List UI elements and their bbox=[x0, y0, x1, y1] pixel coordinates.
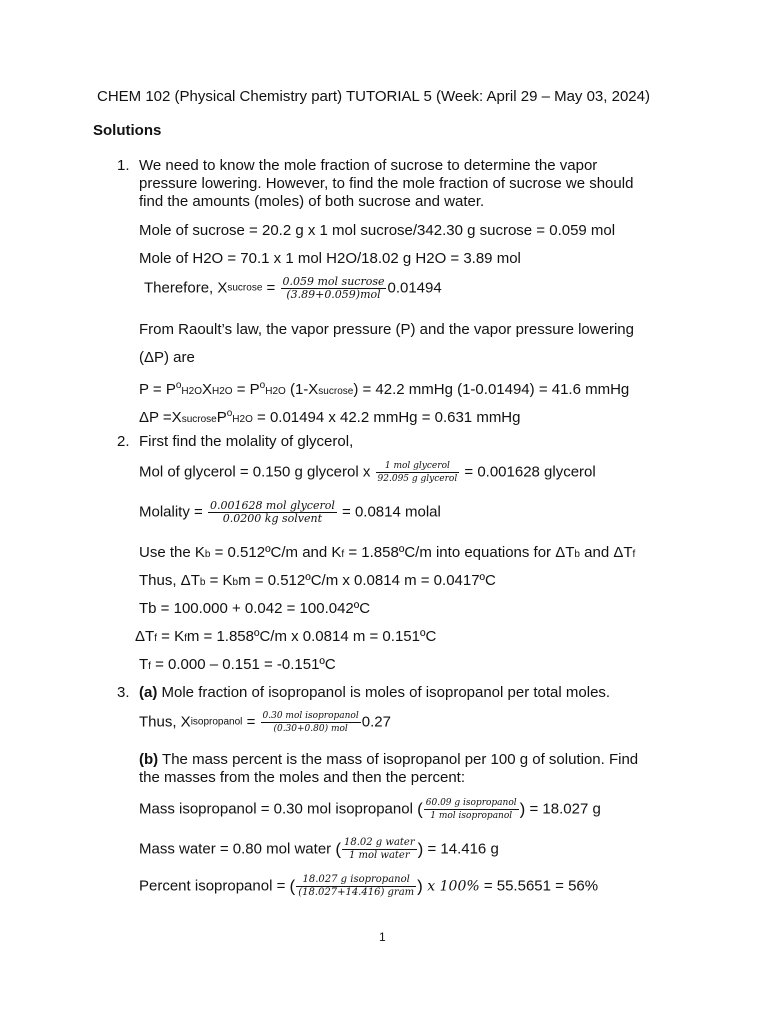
q1-intro-line2: pressure lowering. However, to find the mole fraction of sucrose we should bbox=[139, 175, 634, 192]
q3-fraction: $\frac{\text{0.30 mol isopropanol}}{\text{(0.30+0.80) mol}}$ bbox=[262, 711, 359, 734]
q1-pressure-equation: $P = P^oH2OXH2O = P^oH2O$ (1-Xsucrose) = 42.2 mmHg (1-0.01494) = 41.6 mmHg bbox=[139, 380, 630, 398]
q2-constants-line: Use the Kb = 0.512ºC/m and Kf = 1.858ºC/m into equations for ΔTb and ΔTf bbox=[139, 544, 636, 561]
q1-fraction: $\frac{\text{0.059 mol sucrose}}{\text{(3.89+0.059)mol}}$ bbox=[282, 275, 385, 301]
q2-delta-tf: ΔTf = Kfm = 1.858ºC/m x 0.0814 m = 0.151ºC bbox=[135, 628, 437, 645]
q2-molality-fraction: $\frac{\text{0.001628 mol glycerol}}{\text{0.0200 kg solvent}}$ bbox=[209, 499, 335, 525]
q1-delta-p-equation: ΔP =XsucroseP$^o$H2O = 0.01494 x 42.2 mmHg = 0.631 mmHg bbox=[139, 408, 521, 426]
q2-molality: Molality = $\frac{\text{0.001628 mol glycerol}}{\text{0.0200 kg solvent}}$ = 0.0814 molal bbox=[139, 499, 441, 525]
q1-mol-sucrose: Mole of sucrose = 20.2 g x 1 mol sucrose/342.30 g sucrose = 0.059 mol bbox=[139, 222, 616, 239]
q1-intro-line1: We need to know the mole fraction of sucrose to determine the vapor bbox=[139, 157, 598, 174]
q3-part-a: (a) Mole fraction of isopropanol is moles of isopropanol per total moles. bbox=[139, 684, 611, 701]
q3-part-b-line1: (b) The mass percent is the mass of isopropanol per 100 g of solution. Find bbox=[139, 751, 639, 768]
q3-part-b-line2: the masses from the moles and then the percent: bbox=[139, 769, 466, 786]
q1-mol-h2o: Mole of H2O = 70.1 x 1 mol H2O/18.02 g H2O = 3.89 mol bbox=[139, 250, 521, 267]
q3-percent-isopropanol: Percent isopropanol = ( $\frac{\text{18.027 g isopropanol}}{\text{(18.027+14.416) gram}}$ ) x 100% = 55.5651 = 56% bbox=[139, 874, 599, 898]
q3-mass-iso-fraction: $\frac{\text{60.09 g isopropanol}}{\text{1 mol isopropanol}}$ bbox=[425, 798, 517, 821]
q2-mol-glycerol: Mol of glycerol = 0.150 g glycerol x $\frac{\text{1 mol glycerol}}{\text{92.095 g glycerol}}$ = 0.001628 glycerol bbox=[139, 461, 596, 484]
q3-mass-isopropanol: Mass isopropanol = 0.30 mol isopropanol ( $\frac{\text{60.09 g isopropanol}}{\text{1 mol isopropanol}}$ ) = 18.027 g bbox=[139, 798, 601, 821]
q2-intro: First find the molality of glycerol, bbox=[139, 433, 354, 450]
q2-mol-fraction: $\frac{\text{1 mol glycerol}}{\text{92.095 g glycerol}}$ bbox=[377, 461, 458, 484]
q3-mole-fraction-equation: Thus, Xisopropanol = $\frac{\text{0.30 mol isopropanol}}{\text{(0.30+0.80) mol}}$ 0.27 bbox=[139, 711, 391, 734]
q1-number: 1. bbox=[117, 157, 130, 174]
page-number: 1 bbox=[379, 930, 386, 944]
q3-number: 3. bbox=[117, 684, 130, 701]
page-title: CHEM 102 (Physical Chemistry part) TUTORIAL 5 (Week: April 29 – May 03, 2024) bbox=[97, 88, 650, 105]
q2-tb: Tb = 100.000 + 0.042 = 100.042ºC bbox=[139, 600, 371, 617]
q2-delta-tb: Thus, ΔTb = Kbm = 0.512ºC/m x 0.0814 m = 0.0417ºC bbox=[139, 572, 496, 589]
q1-raoult-line1: From Raoult’s law, the vapor pressure (P) and the vapor pressure lowering bbox=[139, 321, 634, 338]
q3-mass-water: Mass water = 0.80 mol water ( $\frac{\text{18.02 g water}}{\text{1 mol water}}$ ) = 14.416 g bbox=[139, 837, 499, 861]
q2-tf: Tf = 0.000 – 0.151 = -0.151ºC bbox=[139, 656, 336, 673]
section-heading: Solutions bbox=[93, 122, 162, 139]
q1-raoult-line2: (ΔP) are bbox=[139, 349, 195, 366]
q2-number: 2. bbox=[117, 433, 130, 450]
q1-intro-line3: find the amounts (moles) of both sucrose and water. bbox=[139, 193, 485, 210]
q3-mass-water-fraction: $\frac{\text{18.02 g water}}{\text{1 mol water}}$ bbox=[344, 837, 415, 861]
q3-percent-fraction: $\frac{\text{18.027 g isopropanol}}{\text{(18.027+14.416) gram}}$ bbox=[298, 874, 415, 898]
q1-mole-fraction-equation: Therefore, Xsucrose = $\frac{\text{0.059 mol sucrose}}{\text{(3.89+0.059)mol}}$ 0.01494 bbox=[144, 275, 442, 301]
